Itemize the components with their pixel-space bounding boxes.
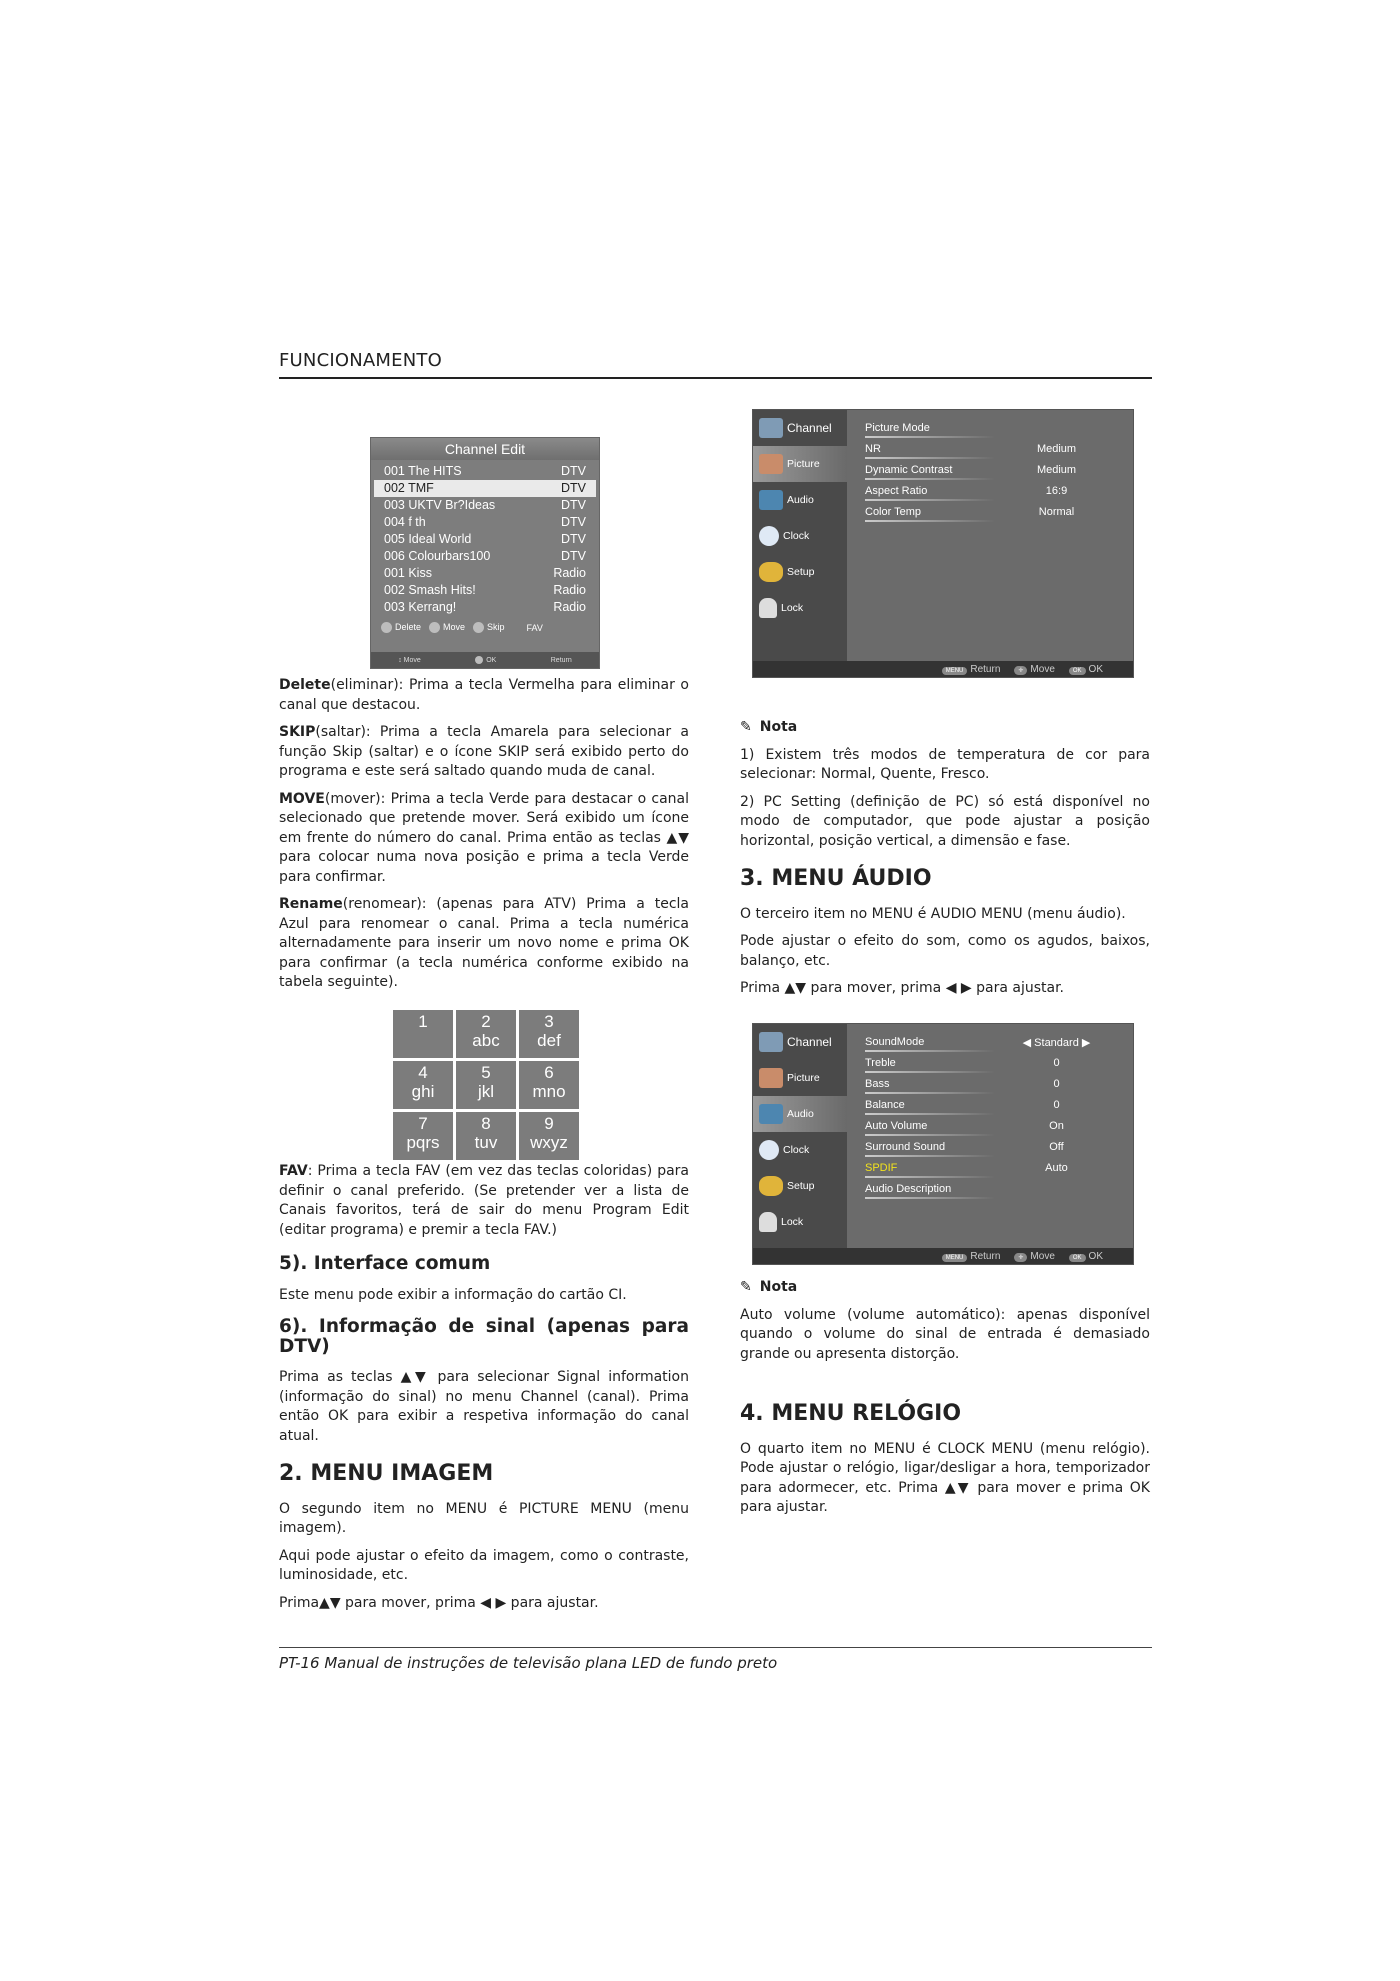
page-footer: PT-16 Manual de instruções de televisão plana LED de fundo preto [279, 1654, 778, 1672]
signal-heading: 6). Informação de sinal (apenas para DTV) [279, 1316, 689, 1357]
option-label: Surround Sound [865, 1141, 990, 1153]
osd-item-label: Clock [783, 530, 810, 542]
osd-item-audio [753, 1096, 847, 1132]
keypad-key [519, 1112, 579, 1160]
audio-p1: O terceiro item no MENU é AUDIO MENU (menu áudio). [740, 905, 1126, 922]
fav-label: FAV [526, 622, 543, 633]
osd-item-label: Picture [787, 1072, 820, 1084]
key-letters: wxyz [530, 1133, 568, 1152]
option-value: Medium [1036, 443, 1077, 455]
rename-text: (renomear): (apenas para ATV) Prima a tecla Azul para renomear o canal. Prima a tecla numérica alternadamente para inserir um novo nome e prima OK para confirmar (a tecla numérica conforme exibido na tabela seguinte). [279, 896, 689, 990]
audio-option-row [865, 1179, 1123, 1200]
channel-row-selected [374, 480, 596, 497]
channel-name: 004 f th [384, 515, 426, 529]
key-number: 7 [418, 1114, 428, 1133]
move-key-hint [429, 622, 465, 633]
channel-type: DTV [561, 498, 586, 512]
dpad-icon: ✛ [1014, 666, 1027, 675]
audio-icon [759, 490, 783, 510]
option-value: Off [1049, 1141, 1064, 1153]
audio-menu-options [865, 1032, 1123, 1200]
osd-item-label: Lock [781, 602, 804, 614]
picture-menu-screen [752, 409, 1134, 678]
note1-p2: 2) PC Setting (definição de PC) só está disponível no modo de computador, que pode ajustar a posição horizontal, posição vertical, a dimensão e fase. [740, 793, 1150, 849]
channel-name: 002 Smash Hits! [384, 583, 476, 597]
audio-option-row [865, 1053, 1123, 1074]
key-number: 6 [544, 1063, 554, 1082]
osd-item-clock [753, 1132, 847, 1168]
picture-icon [759, 1068, 783, 1088]
return-label: Return [970, 663, 1001, 675]
note-heading [740, 718, 1150, 738]
right-column-top [740, 718, 1150, 1007]
picture-option-row [865, 460, 1123, 481]
key-letters: abc [472, 1031, 500, 1050]
osd-item-label: Setup [787, 1180, 815, 1192]
option-value: Auto [1045, 1162, 1068, 1174]
option-label: Aspect Ratio [865, 485, 990, 497]
pencil-icon: ✎ [740, 719, 752, 735]
note-label: Nota [759, 1279, 798, 1295]
audio-option-row [865, 1095, 1123, 1116]
move-text: (mover): Prima a tecla Verde para destacar o canal selecionado que pretende mover. Será exibido um ícone em frente do número do canal. Prima então as teclas ▲▼ para colocar numa nova posição e prima a tecla Verde para confirmar. [279, 790, 689, 885]
key-number: 9 [544, 1114, 554, 1133]
audio-option-row [865, 1074, 1123, 1095]
option-label: SPDIF [865, 1162, 990, 1174]
lock-icon [759, 598, 777, 618]
skip-key-hint [473, 622, 505, 633]
move-term: MOVE [279, 790, 325, 807]
move-hint-label: Move [403, 656, 421, 664]
right-column-bottom [740, 1278, 1150, 1526]
osd-footer [753, 661, 1133, 677]
osd-item-label: Channel [787, 421, 832, 435]
channel-type: DTV [561, 549, 586, 563]
key-letters: pqrs [406, 1133, 440, 1152]
key-number: 8 [481, 1114, 491, 1133]
channel-icon [759, 1032, 783, 1052]
green-dot-icon [429, 622, 440, 633]
move-hint [1014, 1251, 1054, 1262]
key-number: 3 [544, 1012, 554, 1031]
channel-edit-title: Channel Edit [371, 438, 599, 460]
red-dot-icon [381, 622, 392, 633]
channel-name: 003 Kerrang! [384, 600, 457, 614]
key-letters: mno [532, 1082, 566, 1101]
keypad-key [393, 1061, 453, 1109]
channel-row [371, 514, 599, 531]
ok-key-icon: OK [1069, 667, 1086, 675]
signal-text: Prima as teclas ▲▼ para selecionar Signal information (informação do sinal) no menu Channel (canal). Prima então OK para exibir a respetiva informação do canal atual. [279, 1369, 689, 1444]
picture-p1: O segundo item no MENU é PICTURE MENU (menu imagem). [279, 1500, 689, 1536]
ci-text: Este menu pode exibir a informação do cartão CI. [279, 1286, 627, 1303]
left-column-top [279, 676, 689, 1001]
lock-icon [759, 1212, 777, 1232]
key-number: 1 [418, 1012, 428, 1031]
osd-item-setup [753, 1168, 847, 1204]
osd-item-label: Clock [783, 1144, 810, 1156]
osd-item-picture [753, 1060, 847, 1096]
move-label: Move [1030, 1250, 1055, 1262]
note-label: Nota [759, 719, 798, 735]
star-icon [759, 1176, 783, 1196]
move-hint [1014, 664, 1054, 675]
ok-key-icon: OK [1069, 1254, 1086, 1262]
osd-item-clock [753, 518, 847, 554]
page-header-title: FUNCIONAMENTO [279, 350, 442, 371]
yellow-dot-icon [473, 622, 484, 633]
channel-row [371, 548, 599, 565]
option-value: 0 [1053, 1099, 1060, 1111]
return-hint [942, 1251, 1001, 1262]
channel-icon [759, 418, 783, 438]
channel-edit-footer [371, 652, 599, 668]
picture-option-row [865, 439, 1123, 460]
osd-item-channel [753, 410, 847, 446]
clock-text: O quarto item no MENU é CLOCK MENU (menu relógio). Pode ajustar o relógio, ligar/desligar a hora, temporizador para adormecer, etc. Prima ▲▼ para mover e prima OK para ajustar. [740, 1440, 1150, 1515]
channel-type: DTV [561, 532, 586, 546]
osd-item-lock [753, 590, 847, 626]
audio-p3: Prima ▲▼ para mover, prima ◀ ▶ para ajustar. [740, 980, 1065, 996]
clock-icon [759, 1140, 779, 1160]
audio-option-row [865, 1116, 1123, 1137]
option-label: NR [865, 443, 990, 455]
osd-item-lock [753, 1204, 847, 1240]
note-heading [740, 1278, 1150, 1298]
osd-item-label: Audio [787, 1108, 814, 1120]
option-value: ◀ Standard ▶ [1022, 1036, 1091, 1049]
ok-hint-label: OK [486, 656, 497, 664]
option-value: 16:9 [1045, 485, 1068, 497]
audio-p2: Pode ajustar o efeito do som, como os agudos, baixos, balanço, etc. [740, 933, 1150, 969]
keypad-key [456, 1061, 516, 1109]
note1-p1: 1) Existem três modos de temperatura de cor para selecionar: Normal, Quente, Fresco. [740, 746, 1150, 782]
move-label: Move [443, 622, 466, 632]
option-label: Color Temp [865, 506, 990, 518]
menu-key-icon: MENU [942, 667, 968, 675]
channel-row [371, 463, 599, 480]
ok-label: OK [1088, 663, 1103, 675]
picture-option-row [865, 418, 1123, 439]
delete-term: Delete [279, 677, 331, 693]
channel-name: 003 UKTV Br?Ideas [384, 498, 496, 512]
key-letters: jkl [477, 1082, 495, 1101]
picture-menu-heading: 2. MENU IMAGEM [279, 1461, 494, 1486]
channel-name: 001 The HITS [384, 464, 462, 478]
osd-footer [753, 1248, 1133, 1264]
option-label: Auto Volume [865, 1120, 990, 1132]
delete-text: (eliminar): Prima a tecla Vermelha para eliminar o canal que destacou. [279, 677, 689, 713]
osd-item-label: Lock [781, 1216, 804, 1228]
delete-key-hint [381, 622, 421, 633]
delete-label: Delete [395, 622, 422, 632]
option-label: SoundMode [865, 1036, 990, 1048]
osd-item-setup [753, 554, 847, 590]
skip-paragraph [279, 723, 689, 782]
footer-divider [279, 1647, 1152, 1648]
audio-option-row [865, 1032, 1123, 1053]
pencil-icon: ✎ [740, 1279, 752, 1295]
picture-icon [759, 454, 783, 474]
move-paragraph [279, 790, 689, 888]
delete-paragraph [279, 676, 689, 715]
fav-paragraph [279, 1162, 689, 1240]
ok-hint [1069, 664, 1103, 675]
channel-type: DTV [561, 515, 586, 529]
key-letters: def [537, 1031, 561, 1050]
option-value: Medium [1036, 464, 1077, 476]
ok-icon [475, 656, 483, 664]
osd-item-label: Audio [787, 494, 814, 506]
osd-item-label: Setup [787, 566, 815, 578]
ok-hint [475, 656, 496, 664]
channel-type: Radio [553, 600, 586, 614]
key-number: 4 [418, 1063, 428, 1082]
key-number: 5 [481, 1063, 491, 1082]
channel-type: DTV [561, 481, 586, 495]
picture-p3: Prima▲▼ para mover, prima ◀ ▶ para ajustar. [279, 1594, 599, 1611]
channel-type: Radio [553, 566, 586, 580]
move-hint: ↕ Move [398, 656, 421, 664]
rename-paragraph [279, 895, 689, 993]
audio-menu-screen [752, 1023, 1134, 1265]
move-label: Move [1030, 663, 1055, 675]
keypad-key [393, 1112, 453, 1160]
skip-text: (saltar): Prima a tecla Amarela para selecionar a função Skip (saltar) e o ícone SKIP será exibido perto do programa e este será saltado quando muda de canal. [279, 724, 689, 779]
osd-item-picture [753, 446, 847, 482]
header-divider [279, 377, 1152, 379]
channel-row [371, 565, 599, 582]
picture-option-row [865, 481, 1123, 502]
option-label: Treble [865, 1057, 990, 1069]
channel-name: 002 TMF [384, 481, 434, 495]
osd-item-channel [753, 1024, 847, 1060]
audio-option-row [865, 1137, 1123, 1158]
option-value: Normal [1038, 506, 1075, 518]
key-letters: tuv [474, 1133, 498, 1152]
note2-text: Auto volume (volume automático): apenas disponível quando o volume do sinal de entrada é demasiado grande ou apresenta distorção. [740, 1306, 1150, 1362]
return-hint-label: Return [550, 656, 572, 664]
star-icon [759, 562, 783, 582]
option-value: 0 [1053, 1078, 1060, 1090]
rename-term: Rename [279, 896, 343, 912]
keypad-key [519, 1061, 579, 1109]
channel-type: DTV [561, 464, 586, 478]
channel-name: 001 Kiss [384, 566, 432, 580]
ok-label: OK [1088, 1250, 1103, 1262]
channel-row [371, 582, 599, 599]
return-label: Return [970, 1250, 1001, 1262]
picture-menu-options [865, 418, 1123, 523]
picture-p2: Aqui pode ajustar o efeito da imagem, como o contraste, luminosidade, etc. [279, 1547, 689, 1583]
keypad-key [393, 1010, 453, 1058]
channel-row [371, 531, 599, 548]
option-label: Dynamic Contrast [865, 464, 990, 476]
channel-type: Radio [553, 583, 586, 597]
osd-item-audio [753, 482, 847, 518]
skip-label: Skip [487, 622, 505, 632]
clock-icon [759, 526, 779, 546]
picture-option-row [865, 502, 1123, 523]
ok-hint [1069, 1251, 1103, 1262]
clock-menu-heading: 4. MENU RELÓGIO [740, 1401, 962, 1426]
channel-row [371, 497, 599, 514]
osd-sidebar [753, 1024, 847, 1250]
keypad-key [456, 1010, 516, 1058]
keypad-key [456, 1112, 516, 1160]
keypad-key [519, 1010, 579, 1058]
option-value: 0 [1053, 1057, 1060, 1069]
ci-heading: 5). Interface comum [279, 1253, 491, 1274]
rename-keypad-table [393, 1010, 579, 1160]
option-label: Picture Mode [865, 422, 990, 434]
audio-menu-heading: 3. MENU ÁUDIO [740, 866, 932, 891]
audio-icon [759, 1104, 783, 1124]
fav-text: : Prima a tecla FAV (em vez das teclas coloridas) para definir o canal preferido. (Se pretender ver a lista de Canais favoritos, terá de sair do menu Program Edit (editar programa) e premir a tecla FAV.) [279, 1163, 689, 1238]
menu-key-icon: MENU [942, 1254, 968, 1262]
return-hint [942, 664, 1001, 675]
skip-term: SKIP [279, 724, 316, 740]
channel-edit-color-buttons [371, 616, 599, 635]
key-letters: ghi [411, 1082, 435, 1101]
channel-row [371, 599, 599, 616]
option-label: Audio Description [865, 1183, 990, 1195]
key-number: 2 [481, 1012, 491, 1031]
osd-item-label: Picture [787, 458, 820, 470]
option-value: On [1049, 1120, 1064, 1132]
channel-edit-screen [370, 437, 600, 669]
audio-option-row [865, 1158, 1123, 1179]
option-label: Bass [865, 1078, 990, 1090]
option-label: Balance [865, 1099, 990, 1111]
channel-name: 005 Ideal World [384, 532, 472, 546]
osd-item-label: Channel [787, 1035, 832, 1049]
channel-name: 006 Colourbars100 [384, 549, 491, 563]
fav-term: FAV [279, 1163, 308, 1179]
left-column-bottom [279, 1162, 689, 1621]
dpad-icon: ✛ [1014, 1253, 1027, 1262]
return-hint [551, 657, 572, 664]
osd-sidebar [753, 410, 847, 663]
